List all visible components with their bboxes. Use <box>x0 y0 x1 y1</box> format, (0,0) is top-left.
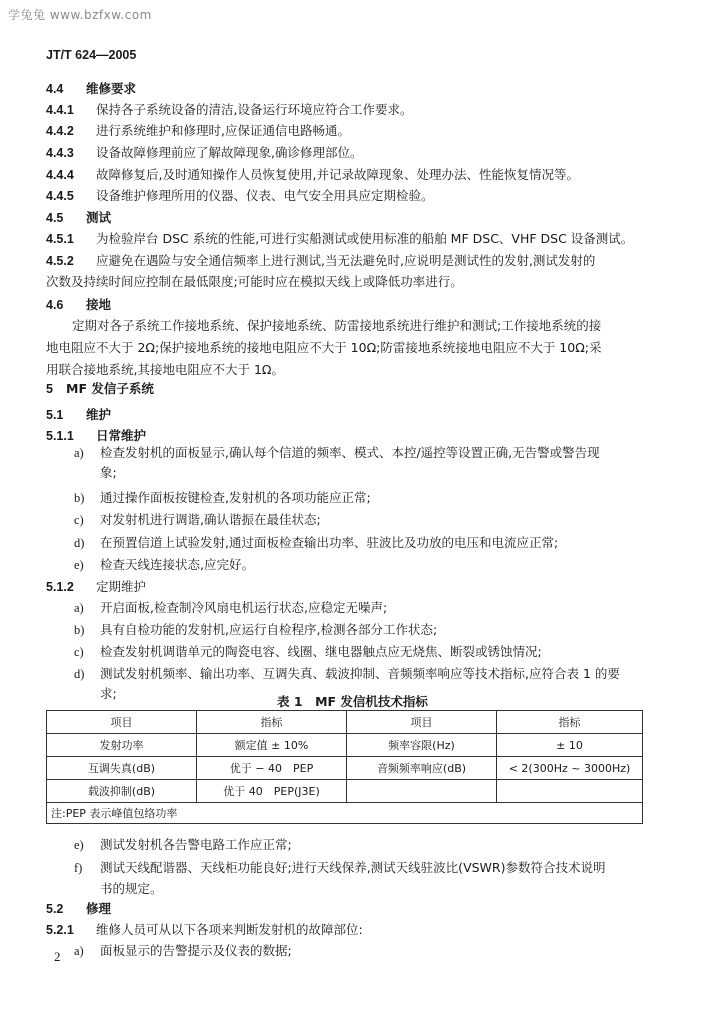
list-text: 通过操作面板按键检查,发射机的各项功能应正常; <box>100 490 371 505</box>
list-label: c) <box>74 513 84 527</box>
table-cell: 额定值 ± 10% <box>197 734 347 757</box>
list-item <box>74 880 640 898</box>
clause-number: 4.5.1 <box>46 232 74 246</box>
paragraph-line <box>46 252 595 270</box>
clause-number: 5.1 <box>46 408 64 422</box>
list-text: 开启面板,检查制冷风扇电机运行状态,应稳定无噪声; <box>100 600 388 615</box>
table-cell: 频率容限(Hz) <box>347 734 497 757</box>
paragraph-line <box>46 317 601 335</box>
spec-table <box>46 710 643 824</box>
table-header-cell: 项目 <box>347 711 497 734</box>
list-label: b) <box>74 623 85 637</box>
list-item <box>74 643 640 661</box>
list-label: d) <box>74 536 85 550</box>
list-text: 在预置信道上试验发射,通过面板检查输出功率、驻波比及功放的电压和电流应正常; <box>100 535 559 550</box>
list-label: f) <box>74 861 83 875</box>
heading-text: 接地 <box>86 297 112 312</box>
paragraph-line <box>46 273 463 291</box>
clause-number: 4.4.4 <box>46 168 74 182</box>
list-label: d) <box>74 667 85 681</box>
table-cell: 音频频率响应(dB) <box>347 757 497 780</box>
list-item <box>74 836 640 854</box>
list-label: a) <box>74 944 84 958</box>
page-number: 2 <box>54 949 61 964</box>
paragraph-line <box>46 166 579 184</box>
clause-number: 4.4.5 <box>46 189 74 203</box>
section-heading <box>46 380 154 398</box>
list-text: 对发射机进行调谐,确认谐振在最佳状态; <box>100 512 321 527</box>
clause-number: 4.4.2 <box>46 124 74 138</box>
table-header-cell: 项目 <box>47 711 197 734</box>
table-cell: 优于 − 40 PEP <box>197 757 347 780</box>
table-cell: ± 10 <box>497 734 643 757</box>
table-header-cell: 指标 <box>497 711 643 734</box>
list-text: 测试天线配谐器、天线柜功能良好;进行天线保养,测试天线驻波比(VSWR)参数符合技术说明 <box>100 860 606 875</box>
list-item <box>74 556 640 574</box>
list-item <box>74 942 640 960</box>
paragraph-line <box>46 144 362 162</box>
list-text: 面板显示的告警提示及仪表的数据; <box>100 943 292 958</box>
heading-text: 测试 <box>86 210 112 225</box>
list-item <box>74 859 640 877</box>
table-cell: 优于 40 PEP(J3E) <box>197 780 347 803</box>
table-cell <box>347 780 497 803</box>
table-note: 注:PEP 表示峰值包络功率 <box>47 803 643 824</box>
list-text: 求; <box>100 686 117 701</box>
clause-number: 5.1.1 <box>46 429 74 443</box>
list-item <box>74 665 640 683</box>
paragraph-line <box>46 578 146 596</box>
section-heading <box>46 209 111 227</box>
standard-number: JT/T 624—2005 <box>46 48 137 62</box>
list-item <box>74 511 640 529</box>
list-item <box>74 621 640 639</box>
paragraph-line <box>46 187 434 205</box>
line-text: 故障修复后,及时通知操作人员恢复使用,并记录故障现象、处理办法、性能恢复情况等。 <box>96 167 579 182</box>
table-row <box>47 780 643 803</box>
paragraph-line <box>46 122 350 140</box>
clause-number: 4.6 <box>46 298 64 312</box>
line-text: 维修人员可从以下各项来判断发射机的故障部位: <box>96 922 363 937</box>
clause-number: 5 <box>46 382 53 396</box>
list-label: b) <box>74 491 85 505</box>
clause-number: 4.4.1 <box>46 103 74 117</box>
table-row <box>47 734 643 757</box>
list-text: 测试发射机各告警电路工作应正常; <box>100 837 292 852</box>
list-text: 检查天线连接状态,应完好。 <box>100 557 254 572</box>
section-heading <box>46 900 111 918</box>
list-text: 书的规定。 <box>100 881 163 896</box>
line-text: 进行系统维护和修理时,应保证通信电路畅通。 <box>96 123 350 138</box>
heading-text: MF 发信子系统 <box>66 381 154 396</box>
list-item <box>74 599 640 617</box>
clause-number: 5.2.1 <box>46 923 74 937</box>
heading-text: 日常维护 <box>96 428 147 443</box>
table-header-row <box>47 711 643 734</box>
list-item <box>74 489 640 507</box>
list-label: a) <box>74 601 84 615</box>
list-label: c) <box>74 645 84 659</box>
paragraph-line <box>46 361 284 379</box>
line-text: 设备故障修理前应了解故障现象,确诊修理部位。 <box>96 145 363 160</box>
section-heading <box>46 80 136 98</box>
line-text: 设备维护修理所用的仪器、仪表、电气安全用具应定期检验。 <box>96 188 434 203</box>
list-text: 检查发射机调谐单元的陶瓷电容、线圈、继电器触点应无烧焦、断裂或锈蚀情况; <box>100 644 542 659</box>
paragraph-line <box>46 921 363 939</box>
list-item <box>74 444 640 462</box>
line-text: 保持各子系统设备的清洁,设备运行环境应符合工作要求。 <box>96 102 413 117</box>
list-item <box>74 464 640 482</box>
list-text: 测试发射机频率、输出功率、互调失真、载波抑制、音频频率响应等技术指标,应符合表 1 的要 <box>100 666 620 681</box>
paragraph-line <box>46 339 601 357</box>
heading-text: 维修要求 <box>86 81 137 96</box>
list-label: e) <box>74 558 84 572</box>
table-caption: 表 1 MF 发信机技术指标 <box>277 694 428 709</box>
line-text: 次数及持续时间应控制在最低限度;可能时应在模拟天线上或降低功率进行。 <box>46 274 463 289</box>
list-label: a) <box>74 446 84 460</box>
table-cell: 互调失真(dB) <box>47 757 197 780</box>
paragraph-line <box>46 101 412 119</box>
line-text: 地电阻应不大于 2Ω;保护接地系统的接地电阻应不大于 10Ω;防雷接地系统接地电阻应不大于 10Ω;采 <box>46 340 602 355</box>
table-header-cell: 指标 <box>197 711 347 734</box>
list-item <box>74 534 640 552</box>
line-text: 为检验岸台 DSC 系统的性能,可进行实船测试或使用标准的船舶 MF DSC、VHF DSC 设备测试。 <box>96 231 634 246</box>
clause-number: 4.5 <box>46 211 64 225</box>
paragraph-line <box>46 230 633 248</box>
clause-number: 5.1.2 <box>46 580 74 594</box>
table-row <box>47 757 643 780</box>
list-text: 具有自检功能的发射机,应运行自检程序,检测各部分工作状态; <box>100 622 438 637</box>
section-heading <box>46 406 111 424</box>
list-label: e) <box>74 838 84 852</box>
table-cell <box>497 780 643 803</box>
table-cell: 载波抑制(dB) <box>47 780 197 803</box>
table-cell: < 2(300Hz ~ 3000Hz) <box>497 757 643 780</box>
table-cell: 发射功率 <box>47 734 197 757</box>
clause-number: 4.5.2 <box>46 254 74 268</box>
line-text: 应避免在遇险与安全通信频率上进行测试,当无法避免时,应说明是测试性的发射,测试发射的 <box>96 253 596 268</box>
clause-number: 4.4 <box>46 82 64 96</box>
heading-text: 修理 <box>86 901 112 916</box>
heading-text: 维护 <box>86 407 112 422</box>
line-text: 定期维护 <box>96 579 147 594</box>
line-text: 定期对各子系统工作接地系统、保护接地系统、防雷接地系统进行维护和测试;工作接地系统的接 <box>72 318 602 333</box>
clause-number: 4.4.3 <box>46 146 74 160</box>
table-note-row <box>47 803 643 824</box>
list-text: 检查发射机的面板显示,确认每个信道的频率、模式、本控/遥控等设置正确,无告警或警告现 <box>100 445 600 460</box>
section-heading <box>46 296 111 314</box>
line-text: 用联合接地系统,其接地电阻应不大于 1Ω。 <box>46 362 284 377</box>
section-heading <box>46 427 146 445</box>
clause-number: 5.2 <box>46 902 64 916</box>
watermark: 学兔兔 www.bzfxw.com <box>8 8 152 22</box>
list-text: 象; <box>100 465 117 480</box>
